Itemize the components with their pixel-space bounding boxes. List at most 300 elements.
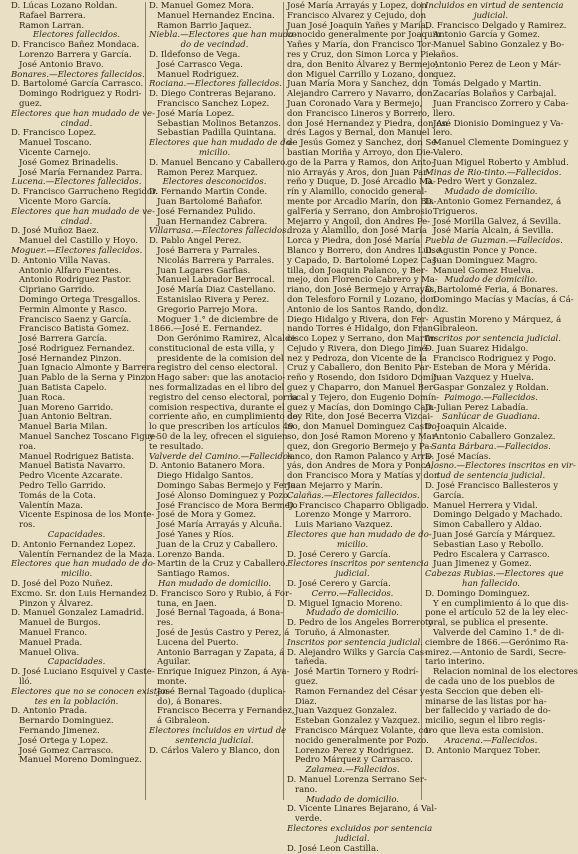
text-line: Antonio Caballero Gonzalez. — [433, 432, 556, 443]
text-line: don Francisco Lineros y Borrero, — [287, 108, 430, 119]
text-line: Francisco Alvarez y Cejudo, don — [287, 10, 427, 21]
text-line: D. José del Pozo Nuñez. — [11, 579, 113, 590]
text-line: Juan Moreno Garrido. — [19, 402, 114, 413]
text-line: Gregorio Parrejo Mora. — [157, 304, 258, 315]
text-line: Vicente Espinosa de los Monte- — [19, 510, 155, 521]
text-line: Juan de la Cruz y Caballero. — [157, 539, 278, 550]
text-line: Juan Mejarro y Marín. — [287, 481, 383, 492]
text-line: Lorenzo Perez y Rodriguez. — [295, 745, 414, 756]
text-line: Juan Coronado Vara y Bermejo, — [287, 98, 423, 109]
text-line: Gibraleon. — [433, 324, 479, 335]
text-line: Juan Vazquez y Huelva. — [433, 373, 534, 384]
text-line: Manuel de Burgos. — [19, 618, 101, 629]
text-line: Rafael Barrera. — [19, 10, 86, 21]
text-line: D. Manuel Lorenza Serrano Ser- — [287, 774, 427, 785]
text-line: nando Torres é Hidalgo, don Fran- — [287, 324, 436, 335]
text-line: García. — [433, 490, 465, 501]
text-line: conocido generalmente por Joaquin — [287, 30, 441, 41]
section-heading: judicial. — [473, 10, 509, 21]
text-line: Manuel Labrador Berrocal. — [157, 275, 275, 286]
text-line: Ramon Fernandez del César y — [295, 686, 425, 697]
text-line: D. Francisco Bañez Mondaca. — [11, 40, 140, 51]
text-line: D. Bartolomé García Carrasco. — [11, 79, 144, 90]
text-line: José Carrasco Vega. — [157, 59, 243, 70]
text-line: Zacarías Bolaños y Carbajal. — [433, 89, 557, 100]
text-line: Pedro Escalera y Carrasco. — [433, 549, 550, 560]
text-line: Manuel Moreno Dominguez. — [19, 755, 142, 766]
text-line: Yañes y María, don Francisco Tor- — [287, 40, 434, 51]
text-line: D. Francisco Delgado y Ramirez. — [425, 20, 567, 31]
section-heading: judicial. — [335, 833, 370, 844]
text-line: tilla, don Joaquin Palanco, y Ber- — [287, 265, 428, 276]
text-line: D. Francisco Chaparro Obligado. — [287, 500, 429, 511]
text-line: Esteban de Mora y Mérida. — [433, 363, 551, 374]
text-line: presidente de la comision del — [157, 353, 284, 364]
text-line: José Francisco de Mora Bermejo — [157, 500, 298, 511]
text-line: no, don Manuel Dominguez Castro- — [287, 422, 440, 433]
text-line: José Barrera y Parrales. — [157, 245, 260, 256]
text-line: José Yanes y Ríos. — [157, 530, 235, 541]
text-line: y 50 de la ley, ofrecen el siguien- — [149, 432, 291, 443]
text-line: Valentín Fernandez de la Maza. — [19, 549, 155, 560]
text-line: D. Pablo Angel Perez. — [149, 236, 242, 247]
text-line: Sebastian Molinos Betanzos. — [157, 118, 281, 129]
text-line: doy Rite, don José Becerra Vizcai- — [287, 412, 433, 423]
text-line: Domingo Sabas Bermejo y Feria. — [157, 481, 299, 492]
section-heading: micilio. — [60, 569, 93, 580]
text-line: roa. — [19, 441, 36, 452]
text-line: Antonio de los Santos Rando, don — [287, 304, 433, 315]
text-line: Don Gerónimo Ramirez, Alcalde — [157, 334, 296, 345]
text-line: dra, don Benito Álvarez y Bermejo, — [287, 59, 438, 70]
text-line: nes formalizadas en el libro del — [149, 383, 285, 394]
text-line: José Alonso Dominguez y Pozo. — [157, 490, 291, 501]
text-line: go de la Parra y Ramos, don Anto- — [287, 157, 435, 168]
text-line: Relacion nominal de los electores — [433, 667, 578, 678]
text-line: D. José Francisco Ballesteros y — [425, 481, 559, 492]
section-heading: Mudado de domicilio. — [305, 794, 400, 805]
text-line: D. Antonio Marquez Tober. — [425, 745, 541, 756]
text-line: ber fallecido y variado de do- — [425, 706, 551, 717]
section-heading: tes en la población. — [34, 696, 119, 707]
text-line: Lorca y Piedra, don José María — [287, 236, 421, 247]
text-line: monte. — [157, 676, 187, 687]
text-line: Gaspar Gonzalez y Roldan. — [433, 383, 549, 394]
text-line: Juan Francisco Zorrero y Caba- — [433, 98, 569, 109]
text-line: nocido generalmente por Pozo. — [295, 735, 429, 746]
text-line: quez. — [433, 69, 457, 80]
section-heading: Zalamea.—Fallecidos. — [305, 765, 400, 776]
text-line: y Capado, D. Bartolomé Lopez Cas- — [287, 255, 440, 266]
section-heading: Electores inscritos por sentencia — [287, 559, 429, 570]
text-line: José Barrera García. — [19, 334, 108, 345]
text-line: D. Manuel Bencano y Caballero. — [149, 157, 288, 168]
text-line: Pedro Vicente Azcarate. — [19, 471, 123, 482]
text-line: Valero. — [433, 147, 463, 158]
text-line: Juan Vazquez Gonzalez. — [295, 706, 398, 717]
text-line: Sebastian Laso y Rebollo. — [433, 539, 544, 550]
text-line: D. Manuel Gonzalez Lamadrid. — [11, 608, 145, 619]
text-line: Ramon Barrio Jaquez. — [157, 20, 252, 31]
text-line: reño y Duque, D. José Arcadio Ma- — [287, 177, 436, 188]
text-line: Diego Hidalgo y Rivera, don Fer- — [287, 314, 429, 325]
text-line: D. Domingo Dominguez. — [425, 588, 530, 599]
text-line: D. Juan Suarez Hidalgo. — [425, 343, 529, 354]
text-line: Aguilar. — [157, 657, 191, 668]
text-line: Manuel Baria Milan. — [19, 422, 108, 433]
text-line: Blanco y Borrero, don Andres Luiso — [287, 245, 441, 256]
text-line: ciembre de 1866.—Gerónimo Ra- — [425, 637, 569, 648]
text-line: Lucena del Puerto. — [157, 637, 239, 648]
text-line: D. José Cerero y García. — [287, 549, 391, 560]
text-line: Domingo Ortega Tresgallos. — [19, 294, 141, 305]
text-line: Manuel Batista Navarro. — [19, 461, 126, 472]
text-line: Manuel Oliva. — [19, 647, 80, 658]
text-line: Francisco Sanchez Lopez. — [157, 98, 270, 109]
text-line: Juan Antonio Beltran. — [19, 412, 113, 423]
text-line: Pinzon y Álvarez. — [19, 598, 94, 609]
text-line: José Dionisio Dominguez y Va- — [433, 118, 564, 129]
text-line: Simon Caballero y Aldao. — [433, 520, 542, 531]
text-line: Manuel Franco. — [19, 628, 88, 638]
text-line: Santiago Ramos. — [157, 569, 230, 580]
text-line: micilio, segun el libro regis- — [425, 716, 546, 727]
text-line: Sebastian Padilla Quintana. — [157, 128, 277, 139]
text-line: Antonio Alfaro Fuentes. — [19, 265, 122, 276]
text-line: Lorenzo Banda. — [157, 549, 225, 560]
text-line: Juan María Mora y Sanchez, don — [287, 79, 429, 90]
text-line: Toruño, á Almonaster. — [295, 628, 390, 638]
text-line: registro del censo electoral, por la — [149, 392, 298, 403]
section-heading: Sanlúcar de Guadiana. — [441, 412, 541, 423]
text-line: cisco Lopez y Serrano, don Martin — [287, 334, 436, 345]
text-line: lanco, don Ramon Palanco y Arra- — [287, 451, 434, 462]
text-line: D. Julian Perez Labadía. — [425, 402, 529, 413]
section-heading: Aracena.—Fallecidos. — [444, 735, 538, 746]
text-line: nio Arrayás y Aros, don Juan Par- — [287, 167, 431, 178]
text-line: D. Joaquin Alcaide. — [425, 422, 507, 433]
text-line: Diego Hidalgo Santos. — [157, 471, 254, 482]
text-line: don José Hernandez y Piedra, don An- — [287, 118, 451, 129]
text-line: yás, don Andres de Mora y Ponce, — [287, 461, 434, 472]
text-line: D. Antonio Fernandez Lopez. — [11, 539, 136, 550]
text-line: Juan Batista Capelo. — [19, 383, 107, 394]
text-line: José María Alcain, á Sevilla. — [433, 226, 554, 237]
text-line: res y Cruz, don Simon Lorca y Pie- — [287, 49, 437, 60]
text-line: don Miguel Carrillo y Lozano, don — [287, 69, 435, 80]
text-line: Y en cumplimiento á lo que dis- — [433, 598, 569, 609]
section-heading: tud de sentencia judicial. — [436, 471, 546, 482]
section-heading: Cabezas Rubias.—Electores que — [425, 569, 564, 580]
text-line: Manuel del Castillo y Hoyo. — [19, 236, 138, 247]
section-heading: Electores excluidos por sentencia — [287, 823, 433, 834]
section-heading: han fallecido. — [462, 579, 520, 590]
text-line: galFeria y Serrano, don Ambrosio — [287, 206, 433, 217]
text-line: D. Fernando Martin Conde. — [149, 187, 268, 198]
text-line: José Fernandez Pulido. — [157, 206, 256, 217]
section-heading: Moguer.—Electores fallecidos. — [11, 245, 143, 256]
text-line: Esteban Gonzalez y Vazquez. — [295, 716, 421, 727]
text-line: D. José Cerero y García. — [287, 579, 391, 590]
section-heading: cindad. — [60, 216, 93, 227]
text-line: riano, don José Bermejo y Arrayás, — [287, 285, 437, 296]
text-line: José Bernal Tagoado (duplica- — [157, 686, 286, 697]
text-line: Valverde del Camino 1.° de di- — [433, 628, 565, 638]
text-line: Luis Mariano Vazquez. — [295, 520, 393, 531]
text-line: don Francisco Mora y Matías y don — [287, 471, 440, 482]
text-line: José Hernandez Pinzon. — [19, 353, 122, 364]
text-line: bastian Moriña y Arroyo, don Die- — [287, 147, 434, 158]
section-heading: Bonares.—Electores fallecidos. — [11, 69, 145, 80]
text-line: pone el artículo 52 de la ley elec- — [425, 608, 569, 619]
text-line: Excmo. Sr. don Luis Hernandez — [11, 588, 147, 599]
text-line: José María Fernandez Parra. — [19, 167, 143, 178]
text-line: José Martin Tornero y Rodrí- — [295, 667, 419, 678]
section-heading: Electores que han mudado de do- — [287, 530, 432, 541]
text-line: registro del censo electoral. — [157, 363, 278, 374]
section-heading: micilio. — [336, 539, 369, 550]
text-line: D. Alejandro Wilks y García Cas- — [287, 647, 428, 658]
text-line: guez. — [19, 98, 43, 109]
text-line: Ramon Larran. — [19, 20, 85, 31]
text-line: Cruz y Caballero, don Benito Par- — [287, 363, 432, 374]
text-line: D. Francisco Soro y Rubio, á For- — [149, 588, 292, 599]
text-line: mente por Arcadio Marín, don Bis- — [287, 196, 437, 207]
text-line: Lorenzo Barrera y García. — [19, 49, 132, 60]
text-line: Pedro Tello Garrido. — [19, 481, 106, 492]
text-line: Antonio Rodriguez Pastor. — [19, 275, 132, 286]
text-line: Bernardo Dominguez. — [19, 716, 114, 727]
text-line: D. Lúcas Lozano Roldan. — [11, 1, 118, 11]
text-line: so, don José Ramon Moreno y Mar- — [287, 432, 439, 443]
text-line: Ramon Perez Marquez. — [157, 167, 258, 178]
section-heading: Electores que no se conocen existen- — [11, 686, 171, 697]
text-line: constitucional de esta villa, y — [149, 343, 275, 354]
text-line: Domingo Delgado y Machado. — [433, 510, 563, 521]
text-line: te resultado. — [149, 441, 204, 452]
text-line: Nicolás Barrera y Parrales. — [157, 255, 275, 266]
section-heading: Rociana.—Electores fallecidos. — [149, 79, 282, 90]
text-line: D. Miguel Ignacio Moreno. — [287, 598, 403, 609]
text-line: llero. — [433, 108, 456, 119]
text-line: José María Arrayás y Alcuña. — [157, 520, 283, 531]
text-line: Antonio Perez de Leon y Már- — [433, 59, 562, 70]
text-line: lero. — [433, 128, 453, 139]
text-line: Manuel Sanchez Toscano Figue- — [19, 432, 159, 443]
text-column-4 — [422, 1, 578, 800]
text-line: Juan Hernandez Cabrera. — [157, 216, 268, 227]
text-line: José Antonio Bravo. — [19, 59, 104, 70]
text-line: de cada uno de los pueblos de — [425, 676, 555, 687]
text-line: José Rodriguez Fernandez. — [19, 343, 135, 354]
text-line: D. Vicente Linares Bejarano, á Val- — [287, 804, 437, 815]
text-line: rano. — [295, 784, 318, 795]
text-line: José María Lopez. — [157, 108, 235, 119]
section-heading: Han mudado de domicilio. — [157, 579, 272, 590]
text-line: do), á Bonares. — [157, 696, 223, 707]
section-heading: Puebla de Guzman.—Fallecidos. — [425, 236, 563, 247]
text-line: Cejudo y Rivera, don Diego Jimé- — [287, 343, 430, 354]
text-line: Juan Lagares Garfias. — [157, 265, 251, 276]
text-line: Pedro Márquez y Carrasco. — [295, 755, 413, 766]
text-line: Enrique Iniguez Pinzon, á Aya- — [157, 667, 290, 678]
text-line: Tomás de la Cota. — [19, 490, 96, 501]
text-line: D. José Luciano Esquivel y Caste- — [11, 667, 155, 678]
text-line: Diaz. — [295, 696, 317, 707]
text-line: Juan José García y Márquez. — [433, 530, 556, 541]
section-heading: do de vecindad. — [180, 40, 249, 51]
text-line: lló. — [19, 676, 33, 687]
text-line: Manuel Clemente Dominguez y — [433, 138, 569, 149]
section-heading: Santa Bárbara.—Fallecidos. — [431, 441, 551, 452]
text-line: D. Diego Contreras Bejarano. — [149, 89, 276, 100]
text-line: guez y Macías, don Domingo Caju- — [287, 402, 437, 413]
text-line: José Morilla Galvez, á Sevilla. — [433, 216, 562, 227]
text-line: D. José Muñoz Baez. — [11, 226, 100, 237]
text-line: D. Antonio Villa Navas. — [11, 255, 111, 266]
text-line: don Telesforo Fornil y Lozano, don — [287, 294, 437, 305]
section-heading: Mudado de domicilio. — [444, 275, 538, 286]
text-line: quez, don Gregorio Bermejo y Pa- — [287, 441, 433, 452]
text-line: Vicente Carnejo. — [19, 147, 91, 158]
text-line: Cipriano Garrido. — [19, 285, 95, 296]
section-heading: Paimogo.—Fallecidos. — [444, 392, 538, 403]
text-line: Antonio Barragan y Zapata, á — [157, 647, 285, 658]
section-heading: judicial. — [335, 569, 370, 580]
text-line: minarse de las listas por ha- — [425, 696, 547, 707]
text-column-1 — [8, 1, 171, 800]
section-heading: Capacidades. — [47, 530, 106, 541]
section-heading: Electores que han mudado de do- — [149, 138, 294, 149]
text-line: Francisco Batista Gomez. — [19, 324, 130, 335]
text-line: D. Ildefonso de Vega. — [149, 49, 241, 60]
text-line: Francisco Rodriguez y Pogo. — [433, 353, 556, 364]
section-heading: cindad. — [60, 118, 93, 129]
section-heading: Electores que han mudado de ve- — [11, 206, 155, 217]
text-line: diz. — [433, 304, 449, 315]
text-line: corriente año, en cumplimiento de — [149, 412, 298, 423]
text-line: toral, se publica el presente. — [425, 618, 549, 629]
text-line: Manuel Toscano. — [19, 138, 92, 149]
text-line: guez. — [295, 676, 319, 687]
text-line: José Ortega y Lopez. — [19, 735, 109, 746]
section-heading: Inscritos por sentencia judicial. — [425, 334, 561, 345]
text-line: Fernando Jimenez. — [19, 725, 100, 736]
text-line: Juan Miguel Roberto y Amblud. — [433, 157, 569, 168]
text-line: Antonio García y Gomez. — [433, 30, 541, 41]
text-line: Alejandro Carrero y Navarro, don — [287, 89, 433, 100]
text-line: José Gomez Brinadelis. — [19, 157, 119, 168]
text-line: nez y Pedroza, don Vicente de la — [287, 353, 427, 364]
text-line: José Gomez Carrasco. — [19, 745, 114, 756]
text-line: laños. — [433, 49, 459, 60]
text-line: Manuel Prada. — [19, 637, 83, 648]
section-heading: Niebla.—Electores que han muda- — [149, 30, 297, 41]
text-line: Juan José Joaquin Yañes y María, — [287, 20, 429, 31]
text-line: Manuel Gomez Huelva. — [433, 265, 534, 276]
text-line: mejo, don Florencio Cabrero y Ma- — [287, 275, 438, 286]
text-line: D. Pedro Wert y Gonzalez. — [425, 177, 538, 188]
section-heading: Minas de Rio-tinto.—Fallecidos. — [425, 167, 562, 178]
text-line: D. Antonio Batanero Mora. — [149, 461, 265, 472]
text-line: Moguer 1.° de diciembre de — [157, 314, 279, 325]
text-line: Domingo Macías y Macías, á Cá- — [433, 294, 574, 305]
text-line: José María Arrayás y Lopez, don — [287, 1, 427, 11]
text-line: D. Francisco Lopez. — [11, 128, 97, 139]
text-column-2 — [146, 1, 299, 800]
section-heading: Electores incluidos en virtud de — [149, 725, 287, 736]
text-line: Valentín Maza. — [19, 500, 83, 511]
text-line: ros. — [19, 520, 36, 531]
text-line: Fermin Almonte y Rasco. — [19, 304, 128, 315]
text-line: 1866.—José E. Fernandez. — [149, 324, 263, 335]
section-heading: Alosno.—Electores inscritos en vir- — [425, 461, 576, 472]
text-line: José de Jesús Castro y Perez, á — [157, 628, 290, 638]
text-line: lo que prescriben los artículos 49 — [149, 422, 294, 433]
text-line: Martin de la Cruz y Caballero. — [157, 559, 288, 570]
text-line: drés Lagos y Bernal, don Manuel — [287, 128, 430, 139]
section-heading: Villarrasa.—Electores fallecidos. — [149, 226, 290, 237]
text-line: reño y Rosendo, don Isidoro Domín- — [287, 373, 442, 384]
text-line: Manuel Rodriguez. — [157, 69, 240, 80]
text-line: Juan Roca. — [19, 392, 66, 403]
section-heading: Electores que han mudado de ve- — [11, 108, 155, 119]
section-heading: Electores fallecidos. — [32, 30, 121, 41]
text-line: res. — [157, 618, 174, 629]
section-heading: Inscritos por sentencia judicial. — [287, 637, 423, 648]
text-line: Manuel Hernandez Encina. — [157, 10, 275, 21]
text-line: rín y Alamillo, conocido general- — [287, 187, 428, 198]
text-line: Hago saber: que las anotacio- — [157, 373, 286, 384]
text-line: verde. — [295, 814, 323, 825]
text-line: D. Francisco Garrucheno Regidor. — [11, 187, 158, 198]
text-line: D. Pedro de los Angeles Borrero y — [287, 618, 433, 629]
section-heading: Mudado de domicilio. — [444, 187, 538, 198]
text-line: José de Mora y Gomez. — [157, 510, 257, 521]
section-heading: Electores que han mudado de do- — [11, 559, 156, 570]
text-line: Juan Jimenez y Gomez. — [433, 559, 532, 570]
text-line: José María Diaz Castellano. — [157, 285, 276, 296]
text-line: rocal y Tejero, don Eugenio Domín- — [287, 392, 440, 403]
text-line: Trigueros. — [433, 206, 478, 217]
text-line: Domingo Rodriguez y Rodri- — [19, 89, 142, 100]
text-line: D. Cárlos Valero y Blanco, don — [149, 745, 280, 756]
text-line: guez y Chaparro, don Manuel Ber- — [287, 383, 436, 394]
text-line: Juan Pablo de la Serna y Pinzon — [19, 373, 156, 384]
section-heading: Valverde del Camino.—Fallecidos. — [149, 451, 296, 462]
text-line: tario interino. — [425, 657, 485, 668]
text-line: D. Antonio Gomez Fernandez, á — [425, 196, 562, 207]
text-line: esta Seccion que deben eli- — [425, 686, 544, 697]
text-line: Juan Bartolomé Bañafor. — [157, 196, 263, 207]
text-line: Vicente Moro García. — [19, 196, 111, 207]
text-line: Francisco Becerra y Fernandez, — [157, 706, 295, 717]
text-line: D. José Macías. — [425, 451, 491, 462]
text-line: droza y Alamillo, don José María — [287, 226, 428, 237]
text-line: mirez.—Antonio de Sardi, Secre- — [425, 647, 566, 658]
text-line: Tomás Delgado y Martin. — [433, 79, 542, 90]
text-line: de Jesús Gomez y Sanchez, don Se- — [287, 138, 440, 149]
text-line: Francisco Márquez Volante, co- — [295, 725, 432, 736]
text-line: D. Bartolomé Feria, á Bonares. — [425, 285, 559, 296]
section-heading: Cerro.—Fallecidos. — [311, 588, 394, 599]
text-line: Manuel Rodriguez Batista. — [19, 451, 135, 462]
text-line: D. Agustin Ponce y Ponce. — [425, 245, 538, 256]
section-heading: Calañas.—Electores fallecidos. — [287, 490, 420, 501]
text-line: Manuel Sabino Gonzalez y Bo- — [433, 40, 565, 51]
text-line: tañeda. — [295, 657, 328, 668]
text-line: tuna, en Jaen. — [157, 598, 217, 609]
